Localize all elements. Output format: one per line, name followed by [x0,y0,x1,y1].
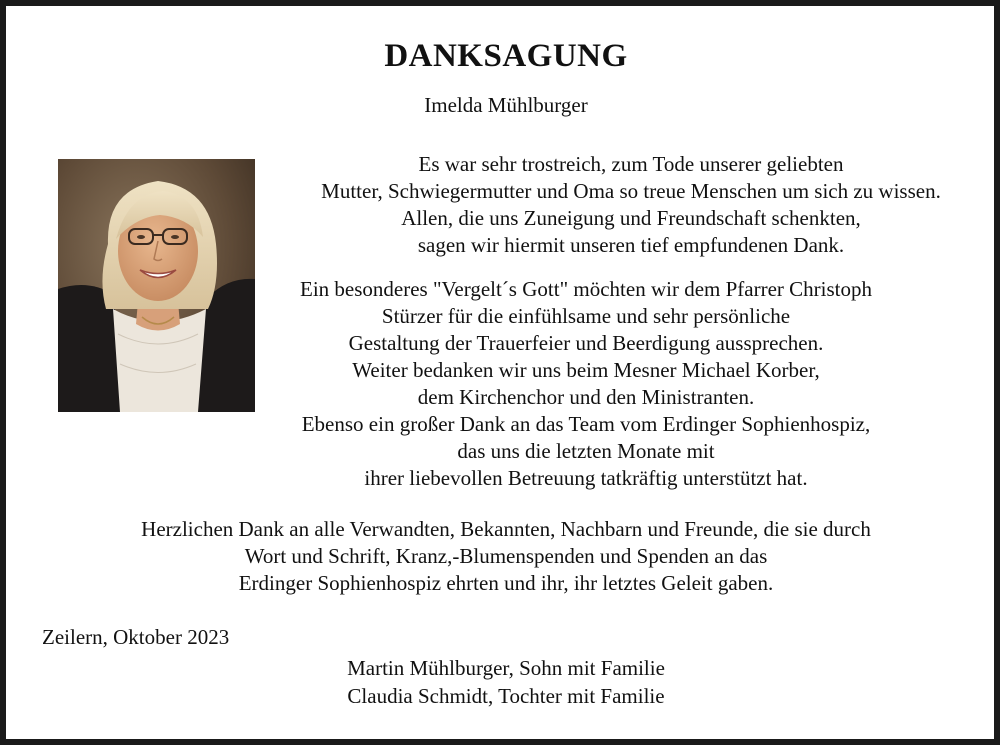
text-line: Ein besonderes "Vergelt´s Gott" möchten wir dem Pfarrer Christoph [300,277,872,301]
thanks-paragraph-1 [246,151,1000,259]
text-line: dem Kirchenchor und den Ministranten. [417,385,755,409]
text-line: Erdinger Sophienhospiz ehrten und ihr, ihr letztes Geleit gaben. [238,571,774,595]
signature-line: Claudia Schmidt, Tochter mit Familie [347,684,665,708]
text-line: Mutter, Schwiegermutter und Oma so treue Menschen um sich zu wissen. [321,179,941,203]
text-line: sagen wir hiermit unseren tief empfundenen Dank. [417,233,845,257]
text-line: ihrer liebevollen Betreuung tatkräftig unterstützt hat. [364,466,808,490]
text-line: Es war sehr trostreich, zum Tode unserer geliebten [418,152,844,176]
place-date: Zeilern, Oktober 2023 [42,625,230,649]
signature-line: Martin Mühlburger, Sohn mit Familie [347,656,665,680]
text-line: Wort und Schrift, Kranz,-Blumenspenden und Spenden an das [244,544,768,568]
text-line: Allen, die uns Zuneigung und Freundschaft schenkten, [401,206,861,230]
thanks-paragraph-2 [201,276,971,492]
signatures [206,654,806,710]
deceased-name: Imelda Mühlburger [424,93,588,117]
notice-title: DANKSAGUNG [384,38,628,74]
text-line: Weiter bedanken wir uns beim Mesner Michael Korber, [352,358,820,382]
text-line: das uns die letzten Monate mit [457,439,715,463]
text-line: Herzlichen Dank an alle Verwandten, Bekannten, Nachbarn und Freunde, die sie durch [141,517,871,541]
text-line: Stürzer für die einfühlsame und sehr persönliche [381,304,791,328]
text-line: Ebenso ein großer Dank an das Team vom Erdinger Sophienhospiz, [301,412,871,436]
text-line: Gestaltung der Trauerfeier und Beerdigung aussprechen. [348,331,824,355]
thanks-paragraph-3 [6,516,1000,597]
